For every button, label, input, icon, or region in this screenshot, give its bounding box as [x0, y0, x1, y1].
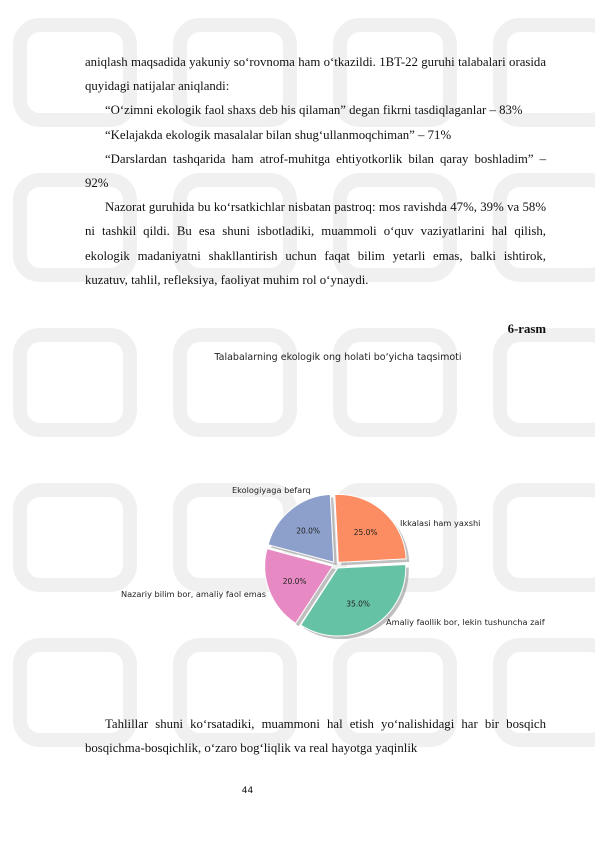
pie-slice-category-label: Ikkalasi ham yaxshi	[400, 518, 481, 528]
paragraph-analysis: Tahlillar shuni ko‘rsatadiki, muammoni hal etish yo‘nalishidagi har bir bosqich bosqichma-bosqichlik, o‘zaro bog‘liqlik va real hayotga yaqinlik	[85, 717, 546, 756]
figure-label: 6-rasm	[507, 322, 546, 336]
pie-slice-category-label: Amaliy faollik bor, lekin tushuncha zaif	[386, 617, 545, 627]
page-number: 44	[241, 786, 254, 796]
paragraph-result-3: “Darslardan tashqarida ham atrof-muhitga ehtiyotkorlik bilan qaray boshladim” – 92%	[85, 151, 546, 191]
chart-title: Talabalarning ekologik ong holati bo‘yicha taqsimoti	[214, 352, 462, 363]
pie-slice-percent-label: 25.0%	[353, 528, 378, 538]
body-text-top	[85, 50, 546, 292]
pie-slice-category-label: Ekologiyaga befarq	[232, 485, 311, 495]
paragraph-control-group: Nazorat guruhida bu ko‘rsatkichlar nisbatan pastroq: mos ravishda 47%, 39% va 58% ni tashkil qildi. Bu esa shuni isbotladiki, muammoli o‘quv vaziyatlarini hal qilish, ekologik madaniyatni shakllantirish uchun faqat bilim yetarli emas, balki ishtirok, kuzatuv, tahlil, refleksiya, faoliyat muhim rol o‘ynaydi.	[85, 200, 546, 287]
paragraph-result-1: “O‘zimni ekologik faol shaxs deb his qilaman” degan fikrni tasdiqlaganlar – 83%	[105, 103, 523, 118]
pie-slice-percent-label: 20.0%	[296, 526, 321, 536]
pie-slice-category-label: Nazariy bilim bor, amaliy faol emas	[120, 589, 266, 599]
paragraph-result-2: “Kelajakda ekologik masalalar bilan shug‘ullanmoqchiman” – 71%	[105, 127, 452, 142]
paragraph-intro: aniqlash maqsadida yakuniy so‘rovnoma ham o‘tkazildi. 1BT-22 guruhi talabalari orasida quyidagi natijalar aniqlandi:	[85, 55, 546, 94]
pie-slice-percent-label: 20.0%	[282, 576, 307, 586]
pie-slice-percent-label: 35.0%	[346, 599, 371, 609]
body-text-bottom	[85, 712, 546, 760]
pie-chart	[100, 343, 565, 643]
